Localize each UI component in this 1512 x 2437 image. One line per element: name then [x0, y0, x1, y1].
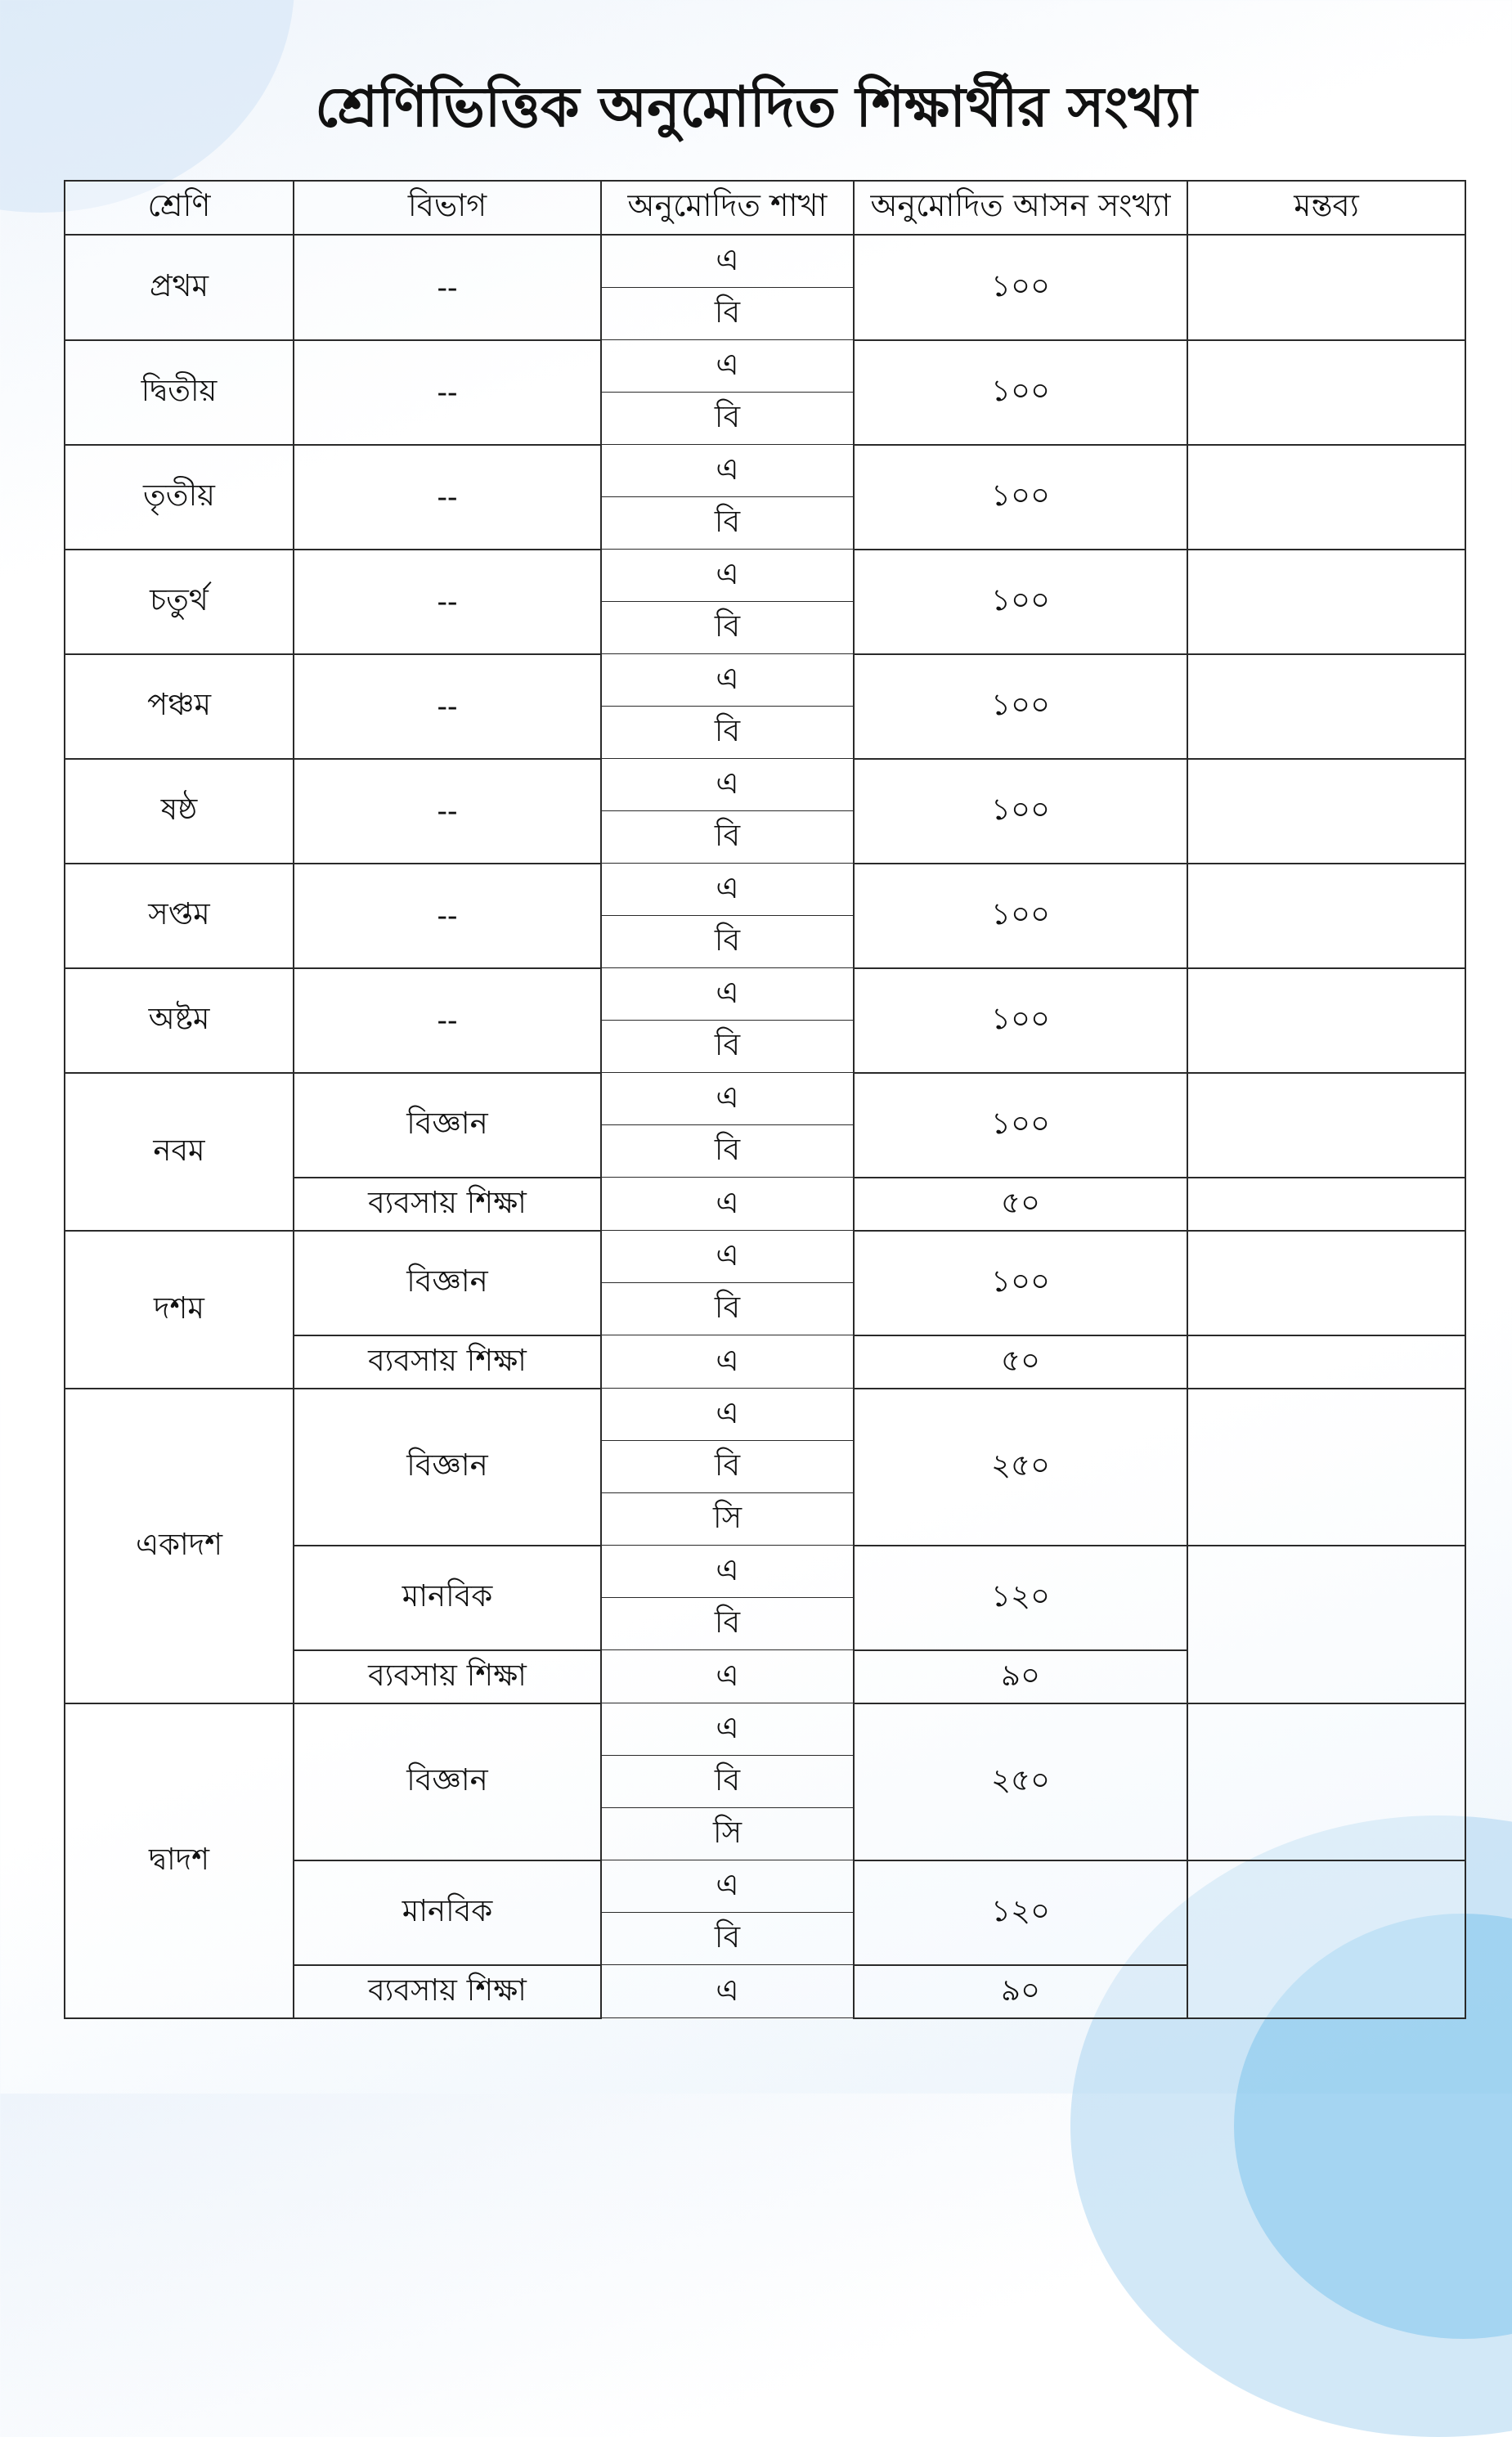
- section-cell: বি: [601, 602, 854, 654]
- section-cell: বি: [601, 1598, 854, 1650]
- section-cell: বি: [601, 1125, 854, 1178]
- seats-cell: ৯০: [854, 1650, 1187, 1703]
- seats-cell: ১০০: [854, 340, 1187, 445]
- section-cell: এ: [601, 1231, 854, 1283]
- department-cell: --: [294, 550, 601, 654]
- table-row: [65, 1073, 1465, 1125]
- table-row: [65, 759, 1465, 811]
- seats-cell: ১০০: [854, 1231, 1187, 1335]
- remarks-cell: [1187, 1860, 1465, 2018]
- department-cell: ব্যবসায় শিক্ষা: [294, 1335, 601, 1389]
- department-cell: ব্যবসায় শিক্ষা: [294, 1650, 601, 1703]
- department-cell: --: [294, 445, 601, 550]
- table-row: [65, 340, 1465, 393]
- remarks-cell: [1187, 1389, 1465, 1546]
- class-name-cell: চতুর্থ: [65, 550, 294, 654]
- department-cell: বিজ্ঞান: [294, 1073, 601, 1178]
- seats-cell: ১০০: [854, 759, 1187, 864]
- department-cell: --: [294, 654, 601, 759]
- table-row: [65, 1703, 1465, 1756]
- table-row: [65, 445, 1465, 497]
- section-cell: এ: [601, 968, 854, 1021]
- section-cell: এ: [601, 1546, 854, 1598]
- remarks-cell: [1187, 445, 1465, 550]
- remarks-cell: [1187, 1231, 1465, 1335]
- seats-cell: ২৫০: [854, 1703, 1187, 1860]
- section-cell: বি: [601, 1441, 854, 1493]
- section-cell: এ: [601, 550, 854, 602]
- remarks-cell: [1187, 968, 1465, 1073]
- table-body: [65, 235, 1465, 2018]
- department-cell: বিজ্ঞান: [294, 1703, 601, 1860]
- table-header-row: [65, 181, 1465, 235]
- remarks-cell: [1187, 1335, 1465, 1389]
- class-name-cell: দ্বাদশ: [65, 1703, 294, 2018]
- remarks-cell: [1187, 1073, 1465, 1178]
- remarks-cell: [1187, 1178, 1465, 1231]
- section-cell: এ: [601, 1650, 854, 1703]
- table-row: [65, 235, 1465, 288]
- remarks-cell: [1187, 550, 1465, 654]
- section-cell: এ: [601, 654, 854, 707]
- table-row: [65, 550, 1465, 602]
- page-title: শ্রেণিভিত্তিক অনুমোদিত শিক্ষার্থীর সংখ্যা: [315, 74, 1197, 140]
- header-department: বিভাগ: [294, 181, 601, 235]
- remarks-cell: [1187, 235, 1465, 340]
- section-cell: এ: [601, 340, 854, 393]
- department-cell: মানবিক: [294, 1546, 601, 1650]
- seats-cell: ১০০: [854, 445, 1187, 550]
- section-cell: এ: [601, 864, 854, 916]
- class-name-cell: পঞ্চম: [65, 654, 294, 759]
- section-cell: এ: [601, 1703, 854, 1756]
- section-cell: এ: [601, 1178, 854, 1231]
- section-cell: এ: [601, 1389, 854, 1441]
- class-name-cell: দশম: [65, 1231, 294, 1389]
- table-row: [65, 864, 1465, 916]
- section-cell: এ: [601, 1073, 854, 1125]
- department-cell: --: [294, 864, 601, 968]
- department-cell: বিজ্ঞান: [294, 1389, 601, 1546]
- remarks-cell: [1187, 654, 1465, 759]
- seats-cell: ১০০: [854, 1073, 1187, 1178]
- header-section: অনুমোদিত শাখা: [601, 181, 854, 235]
- seats-cell: ১২০: [854, 1860, 1187, 1965]
- section-cell: বি: [601, 497, 854, 550]
- class-name-cell: সপ্তম: [65, 864, 294, 968]
- approved-students-table: [64, 180, 1466, 2019]
- remarks-cell: [1187, 340, 1465, 445]
- seats-cell: ১০০: [854, 235, 1187, 340]
- remarks-cell: [1187, 1703, 1465, 1860]
- header-seats: অনুমোদিত আসন সংখ্যা: [854, 181, 1187, 235]
- class-name-cell: প্রথম: [65, 235, 294, 340]
- section-cell: বি: [601, 811, 854, 864]
- department-cell: --: [294, 759, 601, 864]
- department-cell: ব্যবসায় শিক্ষা: [294, 1965, 601, 2018]
- department-cell: বিজ্ঞান: [294, 1231, 601, 1335]
- header-class: শ্রেণি: [65, 181, 294, 235]
- table-row: [65, 1231, 1465, 1283]
- table-row: [65, 968, 1465, 1021]
- remarks-cell: [1187, 759, 1465, 864]
- seats-cell: ১০০: [854, 864, 1187, 968]
- section-cell: বি: [601, 1913, 854, 1965]
- section-cell: বি: [601, 916, 854, 968]
- class-name-cell: একাদশ: [65, 1389, 294, 1703]
- seats-cell: ১০০: [854, 550, 1187, 654]
- class-name-cell: ষষ্ঠ: [65, 759, 294, 864]
- seats-cell: ৫০: [854, 1178, 1187, 1231]
- header-remarks: মন্তব্য: [1187, 181, 1465, 235]
- seats-cell: ২৫০: [854, 1389, 1187, 1546]
- class-name-cell: নবম: [65, 1073, 294, 1231]
- table-row: [65, 654, 1465, 707]
- section-cell: এ: [601, 759, 854, 811]
- section-cell: বি: [601, 707, 854, 759]
- class-name-cell: তৃতীয়: [65, 445, 294, 550]
- department-cell: --: [294, 968, 601, 1073]
- section-cell: বি: [601, 1756, 854, 1808]
- class-name-cell: অষ্টম: [65, 968, 294, 1073]
- department-cell: --: [294, 235, 601, 340]
- seats-cell: ৫০: [854, 1335, 1187, 1389]
- section-cell: সি: [601, 1493, 854, 1546]
- section-cell: এ: [601, 1335, 854, 1389]
- department-cell: --: [294, 340, 601, 445]
- section-cell: এ: [601, 1965, 854, 2018]
- department-cell: ব্যবসায় শিক্ষা: [294, 1178, 601, 1231]
- remarks-cell: [1187, 864, 1465, 968]
- department-cell: মানবিক: [294, 1860, 601, 1965]
- section-cell: এ: [601, 445, 854, 497]
- table-row: [65, 1389, 1465, 1441]
- section-cell: বি: [601, 393, 854, 445]
- seats-cell: ১০০: [854, 968, 1187, 1073]
- section-cell: বি: [601, 1021, 854, 1073]
- class-name-cell: দ্বিতীয়: [65, 340, 294, 445]
- seats-cell: ১২০: [854, 1546, 1187, 1650]
- section-cell: বি: [601, 288, 854, 340]
- section-cell: বি: [601, 1283, 854, 1335]
- seats-cell: ৯০: [854, 1965, 1187, 2018]
- section-cell: এ: [601, 1860, 854, 1913]
- section-cell: সি: [601, 1808, 854, 1860]
- remarks-cell: [1187, 1546, 1465, 1703]
- section-cell: এ: [601, 235, 854, 288]
- seats-cell: ১০০: [854, 654, 1187, 759]
